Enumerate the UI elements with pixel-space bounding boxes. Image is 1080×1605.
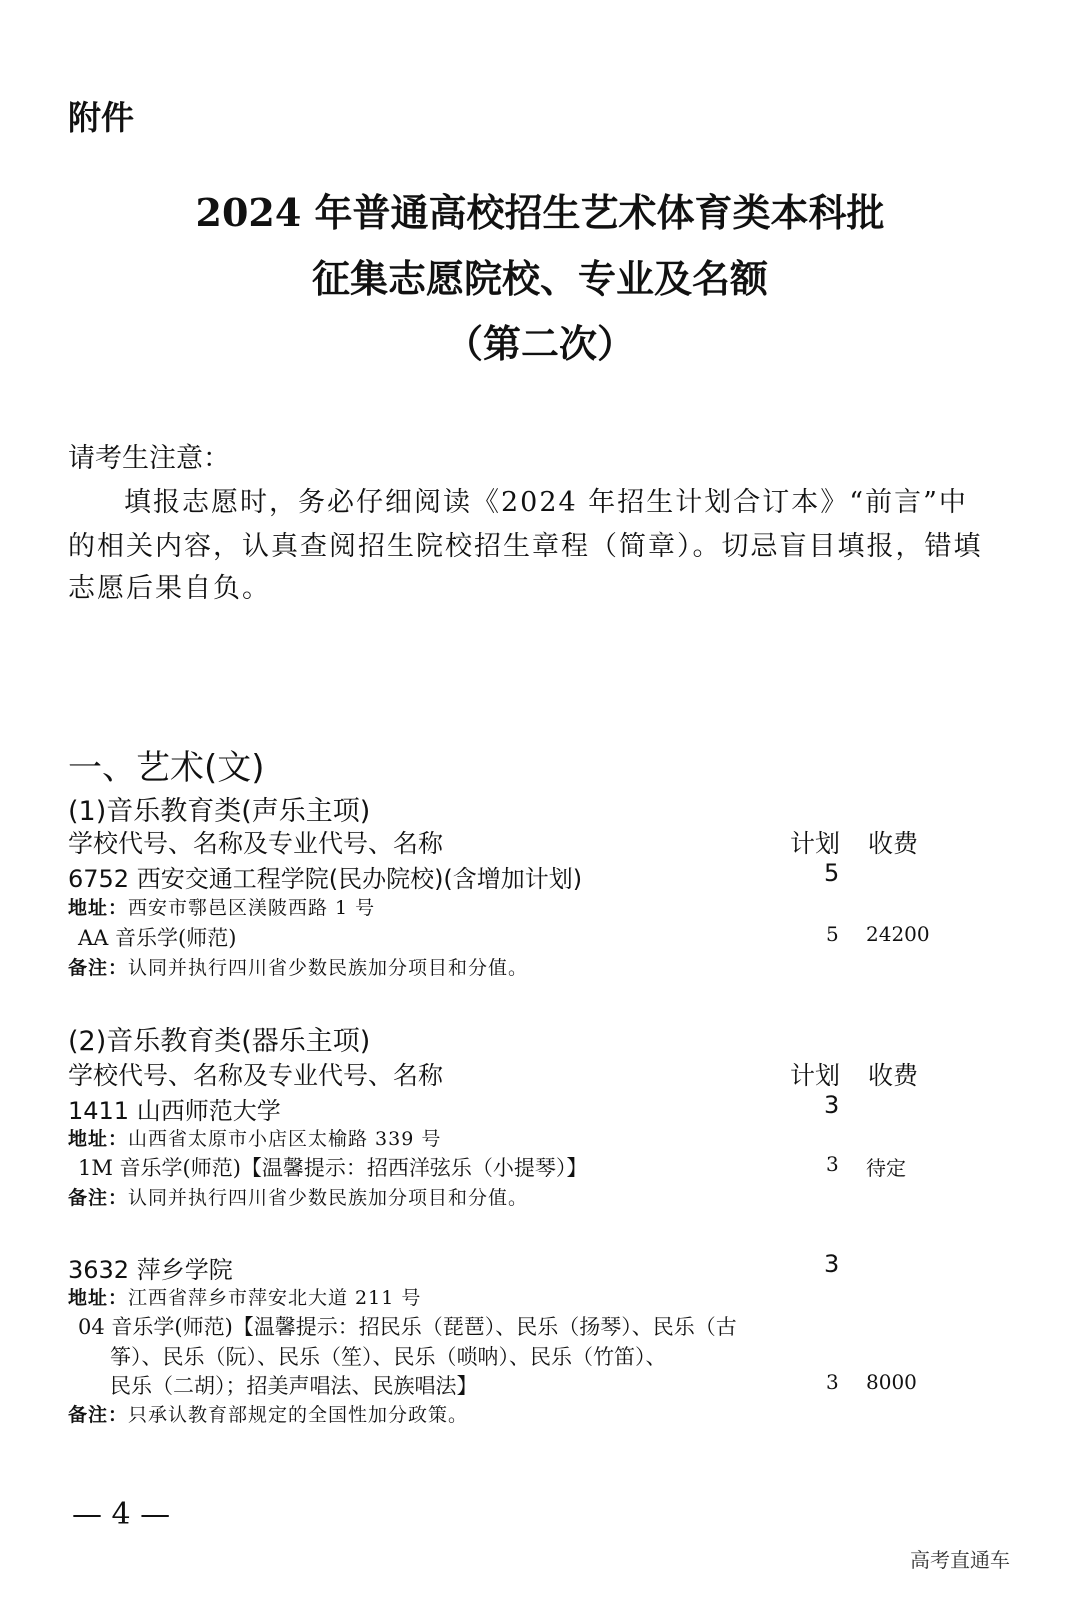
column-header-plan: 计划 [790, 829, 841, 858]
school-entry: 1411 山西师范大学 [68, 1097, 281, 1125]
subsection-heading-2: (2)音乐教育类(器乐主项) [68, 1026, 371, 1057]
major-fee: 待定 [866, 1156, 906, 1180]
major-plan: 3 [826, 1152, 839, 1176]
column-header-fee: 收费 [868, 1061, 919, 1090]
school-remark: 备注：认同并执行四川省少数民族加分项目和分值。 [68, 957, 529, 979]
notice-heading: 请考生注意： [68, 443, 230, 474]
major-plan: 3 [826, 1370, 839, 1394]
column-header-fee: 收费 [868, 829, 919, 858]
attachment-label: 附件 [68, 98, 134, 137]
column-header-school: 学校代号、名称及专业代号、名称 [68, 1061, 444, 1090]
subsection-heading-1: (1)音乐教育类(声乐主项) [68, 796, 371, 827]
school-entry: 6752 西安交通工程学院(民办院校)(含增加计划) [68, 865, 583, 893]
major-plan: 5 [826, 922, 839, 946]
notice-line-2: 的相关内容，认真查阅招生院校招生章程（简章）。切忌盲目填报，错填 [68, 531, 983, 562]
major-entry: 04 音乐学(师范)【温馨提示：招民乐（琵琶）、民乐（扬琴）、民乐（古 [78, 1315, 737, 1339]
page-number: — 4 — [72, 1497, 171, 1532]
major-entry-continued: 筝）、民乐（阮）、民乐（笙）、民乐（唢呐）、民乐（竹笛）、 [110, 1345, 667, 1369]
title-line-1: 2024 年普通高校招生艺术体育类本科批 [195, 190, 885, 235]
major-entry: AA 音乐学(师范) [78, 926, 237, 950]
notice-line-3: 志愿后果自负。 [68, 573, 271, 604]
watermark: 高考直通车 [910, 1548, 1010, 1572]
title-line-3: （第二次） [444, 321, 635, 366]
column-header-plan: 计划 [790, 1061, 841, 1090]
major-fee: 8000 [866, 1370, 917, 1394]
school-remark: 备注：认同并执行四川省少数民族加分项目和分值。 [68, 1187, 529, 1209]
school-plan: 3 [824, 1091, 840, 1119]
major-entry-continued: 民乐（二胡）；招美声唱法、民族唱法】 [110, 1374, 478, 1398]
school-address: 地址：西安市鄠邑区渼陂西路 1 号 [68, 897, 376, 919]
section-heading: 一、艺术(文) [68, 748, 265, 788]
school-address: 地址：江西省萍乡市萍安北大道 211 号 [68, 1287, 422, 1309]
major-entry: 1M 音乐学(师范)【温馨提示：招西洋弦乐（小提琴）】 [78, 1156, 588, 1180]
school-remark: 备注：只承认教育部规定的全国性加分政策。 [68, 1404, 469, 1426]
notice-line-1: 填报志愿时，务必仔细阅读《2024 年招生计划合订本》“前言”中 [124, 487, 968, 518]
school-entry: 3632 萍乡学院 [68, 1256, 233, 1284]
school-plan: 3 [824, 1250, 840, 1278]
title-line-2: 征集志愿院校、专业及名额 [311, 256, 768, 301]
column-header-school: 学校代号、名称及专业代号、名称 [68, 829, 444, 858]
school-plan: 5 [824, 859, 840, 887]
school-address: 地址：山西省太原市小店区太榆路 339 号 [68, 1128, 442, 1150]
major-fee: 24200 [866, 922, 930, 946]
